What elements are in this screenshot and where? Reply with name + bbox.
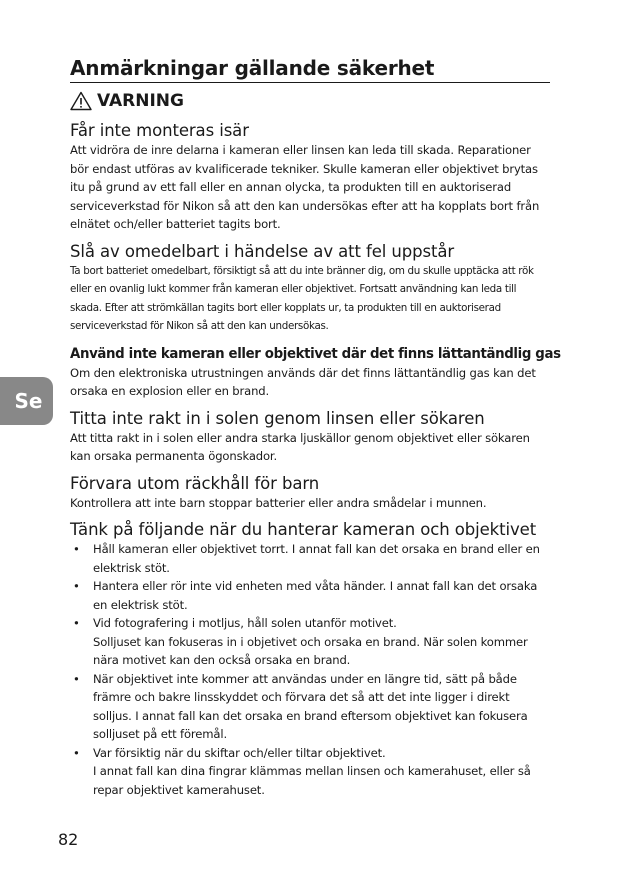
- list-item: • Håll kameran eller objektivet torrt. I annat fall kan det orsaka en brand eller en elektrisk stöt.: [73, 542, 540, 575]
- safety-notes: [70, 56, 561, 799]
- warning-triangle-icon: [70, 91, 92, 111]
- warning-label: VARNING: [97, 91, 184, 111]
- section-body: Om den elektroniska utrustningen används där det finns lättantändlig gas kan det orsaka en explosion eller en brand.: [70, 365, 536, 398]
- section-heading: Slå av omedelbart i händelse av att fel uppstår: [70, 241, 455, 261]
- section-handling: [70, 520, 550, 799]
- handling-list: [70, 540, 550, 799]
- section-heading: Tänk på följande när du hanterar kameran och objektivet: [70, 520, 537, 539]
- language-tab: Se: [0, 377, 53, 425]
- section-heading: Titta inte rakt in i solen genom linsen eller sökaren: [70, 408, 485, 428]
- section-malfunction: [70, 242, 550, 336]
- section-flammable-gas: [70, 344, 561, 401]
- warning-header: [70, 89, 550, 113]
- section-heading: Använd inte kameran eller objektivet där det finns lättantändlig gas: [70, 345, 561, 362]
- list-item: • När objektivet inte kommer att användas under en längre tid, sätt på både främre och bakre linsskyddet och förvara det så att det inte ligger i direkt solljus. I annat fall kan det orsaka en brand eftersom objektivet kan fokusera solljuset på ett föremål.: [73, 671, 528, 741]
- page-title: Anmärkningar gällande säkerhet: [70, 56, 550, 83]
- page-number: 82: [58, 830, 79, 849]
- section-body: Ta bort batteriet omedelbart, försiktigt så att du inte bränner dig, om du skulle upptäcka att rök eller en ovanlig lukt kommer från kameran eller objektivet. Fortsatt användning kan leda till skada. Efter att strömkällan tagits bort eller kopplats ur, ta produkten till en auktoriserad serviceverkstad för Nikon så att den kan undersökas.: [70, 263, 534, 332]
- list-item: • Var försiktig när du skiftar och/eller tiltar objektivet. I annat fall kan dina fingrar klämmas mellan linsen och kamerahuset, eller så repar objektivet kamerahuset.: [73, 745, 531, 797]
- list-item: • Hantera eller rör inte vid enheten med våta händer. I annat fall kan det orsaka en elektrisk stöt.: [73, 579, 538, 612]
- section-body: Kontrollera att inte barn stoppar batterier eller andra smådelar i munnen.: [70, 495, 487, 510]
- section-body: Att vidröra de inre delarna i kameran eller linsen kan leda till skada. Reparationer bör endast utföras av kvalificerade tekniker. Skulle kameran eller objektivet brytas itu på grund av ett fall eller en annan olycka, ta produkten till en auktoriserad serviceverkstad för Nikon så att den kan undersökas efter att ha kopplats bort från elnätet och/eller batteriet tagits bort.: [70, 143, 540, 231]
- section-heading: Får inte monteras isär: [70, 121, 249, 140]
- section-heading: Förvara utom räckhåll för barn: [70, 473, 320, 493]
- section-children: [70, 474, 550, 513]
- list-item: • Vid fotografering i motljus, håll solen utanför motivet. Solljuset kan fokuseras in i objetivet och orsaka en brand. När solen kommer nära motivet kan den också orsaka en brand.: [73, 616, 528, 667]
- section-disassembly: [70, 121, 550, 234]
- section-body: Att titta rakt in i solen eller andra starka ljuskällor genom objektivet eller sökaren kan orsaka permanenta ögonskador.: [70, 430, 530, 463]
- section-sun: [70, 409, 550, 466]
